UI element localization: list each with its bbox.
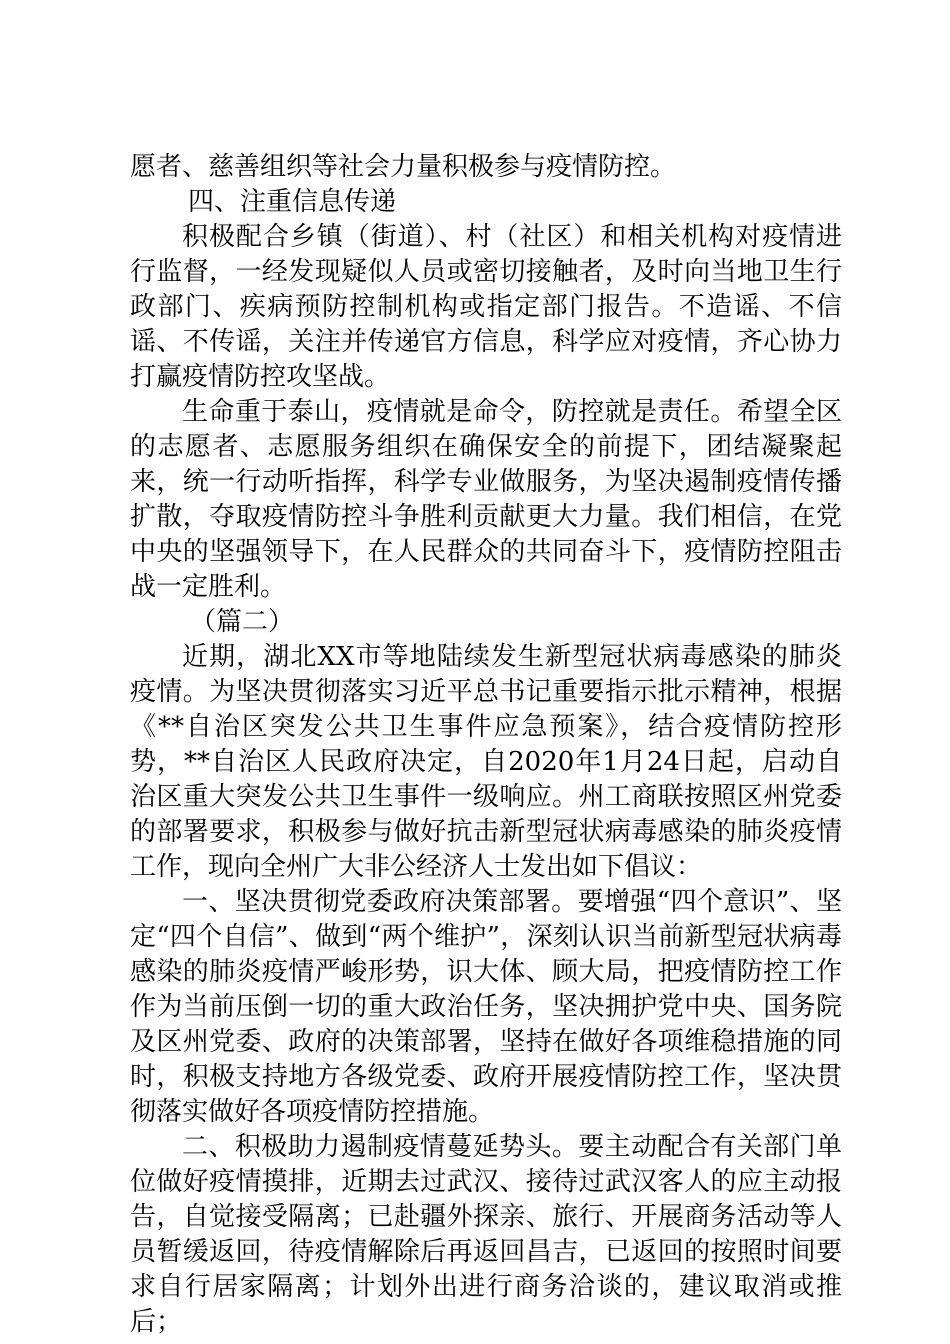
document-page — [130, 150, 842, 1340]
paragraph-4: 生命重于泰山，疫情就是命令，防控就是责任。希望全区的志愿者、志愿服务组织在确保安全的前提下，团结凝聚起来，统一行动听指挥，科学专业做服务，为坚决遏制疫情传播扩散，夺取疫情防控斗争胜利贡献更大力量。我们相信，在党中央的坚强领导下，在人民群众的共同奋斗下，疫情防控阻击战一定胜利。 — [130, 397, 842, 602]
paragraph-3: 积极配合乡镇（街道）、村（社区）和相关机构对疫情进行监督，一经发现疑似人员或密切接触者，及时向当地卫生行政部门、疾病预防控制机构或指定部门报告。不造谣、不信谣、不传谣，关注并传递官方信息，科学应对疫情，齐心协力打赢疫情防控攻坚战。 — [130, 222, 842, 392]
section-title-part-two: （篇二） — [190, 607, 295, 637]
section-heading-4: 四、注重信息传递 — [188, 187, 397, 217]
paragraph-8: 二、积极助力遏制疫情蔓延势头。要主动配合有关部门单位做好疫情摸排，近期去过武汉、接待过武汉客人的应主动报告，自觉接受隔离；已赴疆外探亲、旅行、开展商务活动等人员暂缓返回，待疫情解除后再返回昌吉，已返回的按照时间要求自行居家隔离；计划外出进行商务洽谈的，建议取消或推后； — [130, 1132, 842, 1337]
paragraph-7: 一、坚决贯彻党委政府决策部署。要增强“四个意识”、坚定“四个自信”、做到“两个维护”，深刻认识当前新型冠状病毒感染的肺炎疫情严峻形势，识大体、顾大局，把疫情防控工作作为当前压倒一切的重大政治任务，坚决拥护党中央、国务院及区州党委、政府的决策部署，坚持在做好各项维稳措施的同时，积极支持地方各级党委、政府开展疫情防控工作，坚决贯彻落实做好各项疫情防控措施。 — [130, 887, 842, 1127]
paragraph-6: 近期，湖北XX市等地陆续发生新型冠状病毒感染的肺炎疫情。为坚决贯彻落实习近平总书记重要指示批示精神，根据《**自治区突发公共卫生事件应急预案》，结合疫情防控形势，**自治区人民政府决定，自2020年1月24日起，启动自治区重大突发公共卫生事件一级响应。州工商联按照区州党委的部署要求，积极参与做好抗击新型冠状病毒感染的肺炎疫情工作，现向全州广大非公经济人士发出如下倡议： — [130, 642, 842, 882]
paragraph-1: 愿者、慈善组织等社会力量积极参与疫情防控。 — [130, 152, 677, 182]
